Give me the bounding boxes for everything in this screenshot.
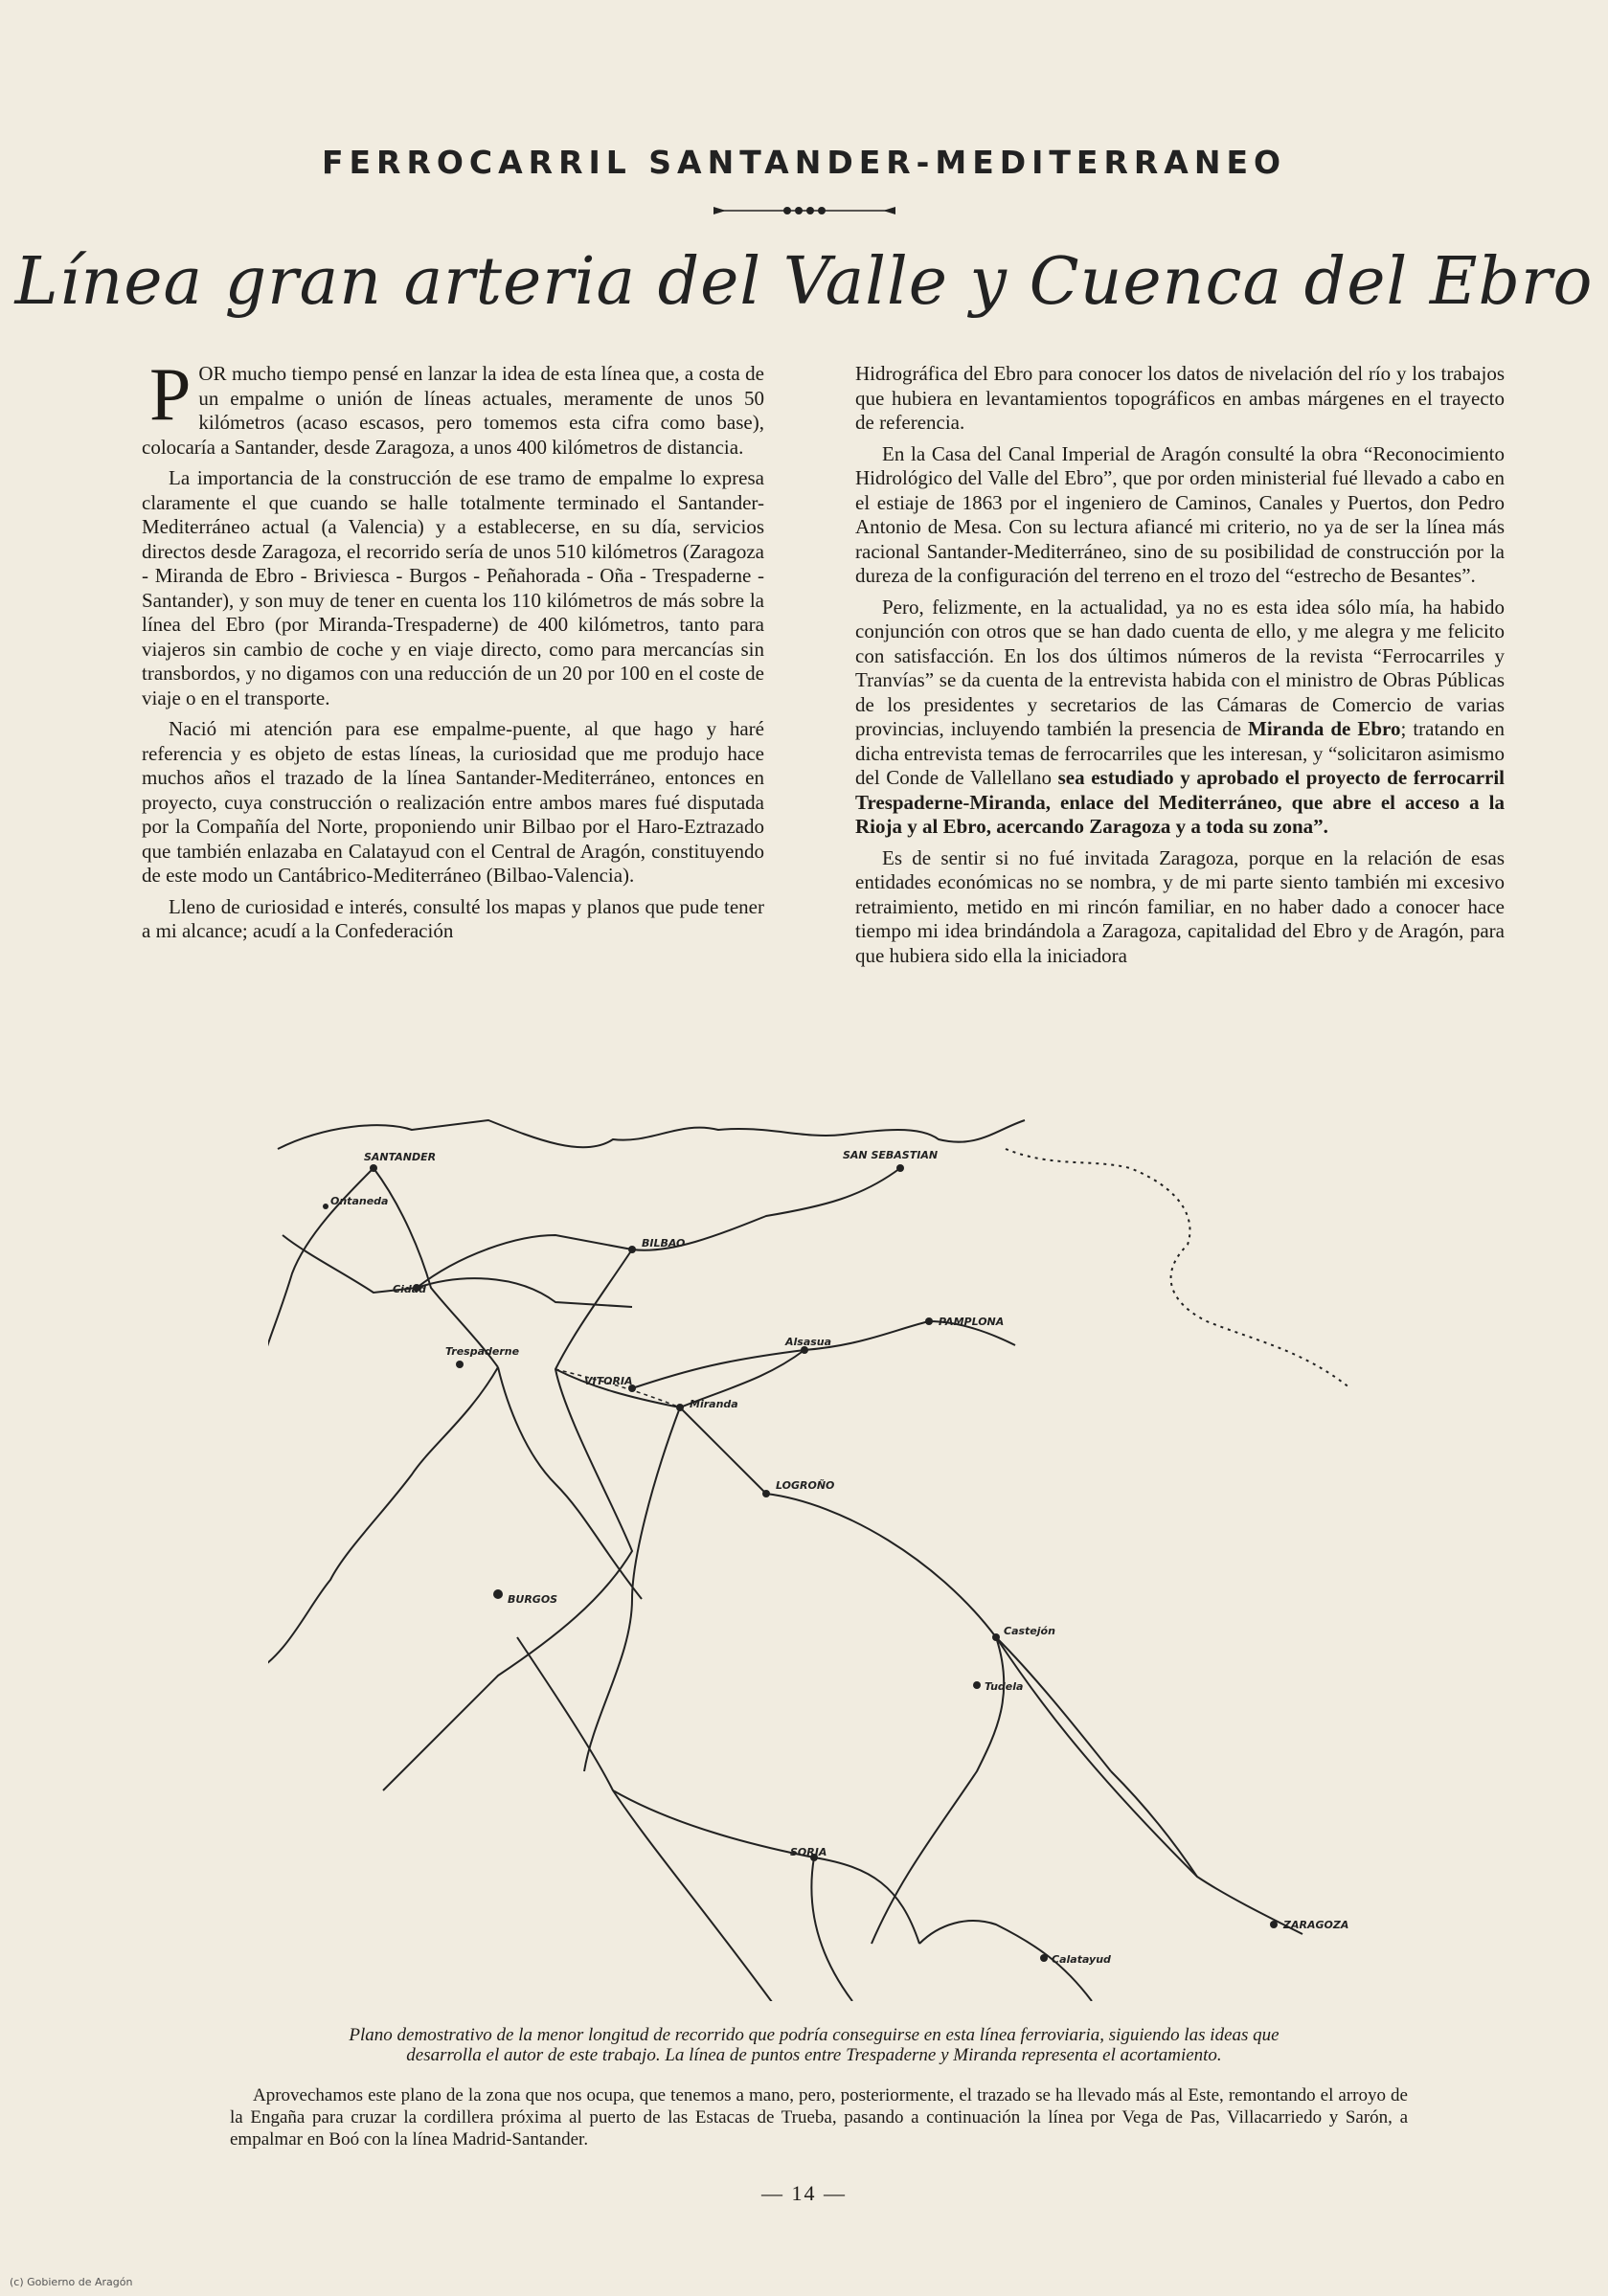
map-label: Castejón (1004, 1625, 1055, 1637)
article-paragraph: En la Casa del Canal Imperial de Aragón consulté la obra “Reconocimiento Hidrológico del Valle del Ebro”, que por orden ministerial fué llevado a cabo en el estiaje de 1863 por el ingeniero de Caminos, Canales y Puertos, don Pedro Antonio de Mesa. Con su lectura afiancé mi criterio, no ya de ser la línea más racional Santander-Mediterráneo, sino de su posibilidad de construcción por la dureza de la configuración del terreno en el trozo del “estrecho de Besantes”. (855, 441, 1505, 587)
drop-cap: P (149, 352, 192, 436)
map-label: SANTANDER (364, 1151, 437, 1163)
map-label: Calatayud (1052, 1953, 1111, 1966)
map-label: Alsasua (785, 1336, 832, 1348)
article-paragraph: POR mucho tiempo pensé en lanzar la idea de esta línea que, a costa de un empalme o unión de líneas actuales, meramente de unos 50 kilómetros (acaso escasos, pero tomemos esta cifra como base), colocaría a Santander, desde Zaragoza, a unos 400 kilómetros de distancia. (142, 352, 764, 459)
railway-map (268, 1101, 1370, 2001)
headline: Línea gran arteria del Valle y Cuenca del Ebro (14, 244, 1594, 320)
map-label: PAMPLONA (939, 1316, 1005, 1328)
article-paragraph: Nació mi atención para ese empalme-puente, al que hago y haré referencia y es objeto de estas líneas, la curiosidad que me produjo hace muchos años el trazado de la línea Santander-Mediterráneo, entonces en proyecto, cuya construcción o realización entre ambos mares fué disputada por la Compañía del Norte, proponiendo unir Bilbao por el Haro-Eztrazado que también enlazaba en Calatayud con el Central de Aragón, constituyendo de este modo un Cantábrico-Mediterráneo (Bilbao-Valencia). (142, 717, 764, 887)
section-header: FERROCARRIL SANTANDER-MEDITERRANEO (321, 144, 1287, 181)
page-number: — 14 — (761, 2181, 847, 2205)
ornament-divider (709, 201, 900, 220)
article-paragraph: Pero, felizmente, en la actualidad, ya no es esta idea sólo mía, ha habido conjunción con otros que se han dado cuenta de ello, y me alegra y me felicito con satisfacción. En los dos últimos números de la revista “Ferrocarriles y Tranvías” se da cuenta de la entrevista habida con el ministro de Obras Públicas de los presidentes y secretarios de las Cámaras de Comercio de varias provincias, incluyendo también la presencia de Miranda de Ebro; tratando en dicha entrevista temas de ferrocarriles que les interesan, y “solicitaron asimismo del Conde de Vallellano sea estudiado y aprobado el proyecto de ferrocarril Trespaderne-Miranda, enlace del Mediterráneo, que abre el acceso a la Rioja y al Ebro, acercando Zaragoza y a toda su zona”. (855, 595, 1506, 838)
credit-line: (c) Gobierno de Aragón (10, 2276, 133, 2288)
article-column-left (142, 352, 764, 951)
map-label: ZARAGOZA (1283, 1919, 1349, 1931)
map-label: BILBAO (642, 1237, 686, 1249)
map-label: SORIA (790, 1846, 827, 1858)
map-label: Cidad (393, 1283, 427, 1295)
map-label: VITORIA (584, 1375, 633, 1387)
article-paragraph: Es de sentir si no fué invitada Zaragoza, porque en la relación de esas entidades económicas no se nombra, y de mi parte siento también mi excesivo retraimiento, metido en mi rincón familiar, en no haber dado a conocer hace tiempo mi idea brindándola a Zaragoza, capitalidad del Ebro y de Aragón, para que hubiera sido ella la iniciadora (855, 845, 1505, 967)
article-column-right (855, 362, 1505, 975)
map-caption: Plano demostrativo de la menor longitud de recorrido que podría conseguirse en esta línea ferroviaria, siguiendo las ideas que desarrolla el autor de este trabajo. La línea de puntos entre Trespaderne y Miranda representa el acortamiento. (349, 2025, 1280, 2065)
map-label: LOGROÑO (776, 1479, 835, 1492)
editorial-note: Aprovechamos este plano de la zona que nos ocupa, que tenemos a mano, pero, posteriormente, el trazado se ha llevado más al Este, remontando el arroyo de la Engaña para cruzar la cordillera próxima al puerto de las Estacas de Trueba, pasando a continuación la línea por Vega de Pas, Villacarriedo y Sarón, a empalmar en Boó con la línea Madrid-Santander. (230, 2085, 1408, 2150)
article-paragraph: Lleno de curiosidad e interés, consulté los mapas y planos que pude tener a mi alcance; acudí a la Confederación (142, 894, 764, 942)
article-paragraph: Hidrográfica del Ebro para conocer los datos de nivelación del río y los trabajos que hubiera en levantamientos topográficos en ambas márgenes en el trayecto de referencia. (855, 362, 1505, 434)
map-label: Miranda (690, 1398, 738, 1410)
map-label: BURGOS (508, 1593, 558, 1606)
map-label: Ontaneda (330, 1195, 389, 1207)
map-label: Trespaderne (445, 1345, 520, 1358)
map-label: Tudela (985, 1680, 1024, 1693)
article-paragraph: La importancia de la construcción de ese tramo de empalme lo expresa claramente el que cuando se halle totalmente terminado el Santander-Mediterráneo actual (a Valencia) y a establecerse, en su día, servicios directos desde Zaragoza, el recorrido sería de unos 510 kilómetros (Zaragoza - Miranda de Ebro - Briviesca - Burgos - Peñahorada - Oña - Trespaderne - Santander), y son muy de tener en cuenta los 110 kilómetros de más sobre la línea del Ebro (por Miranda-Trespaderne) de 400 kilómetros, tanto para viajeros sin cambio de coche y en viaje directo, como para mercancías sin transbordos, y no digamos con una reducción de un 20 por 100 en el coste de viaje o en el transporte. (142, 466, 764, 709)
map-label: SAN SEBASTIAN (843, 1149, 939, 1161)
